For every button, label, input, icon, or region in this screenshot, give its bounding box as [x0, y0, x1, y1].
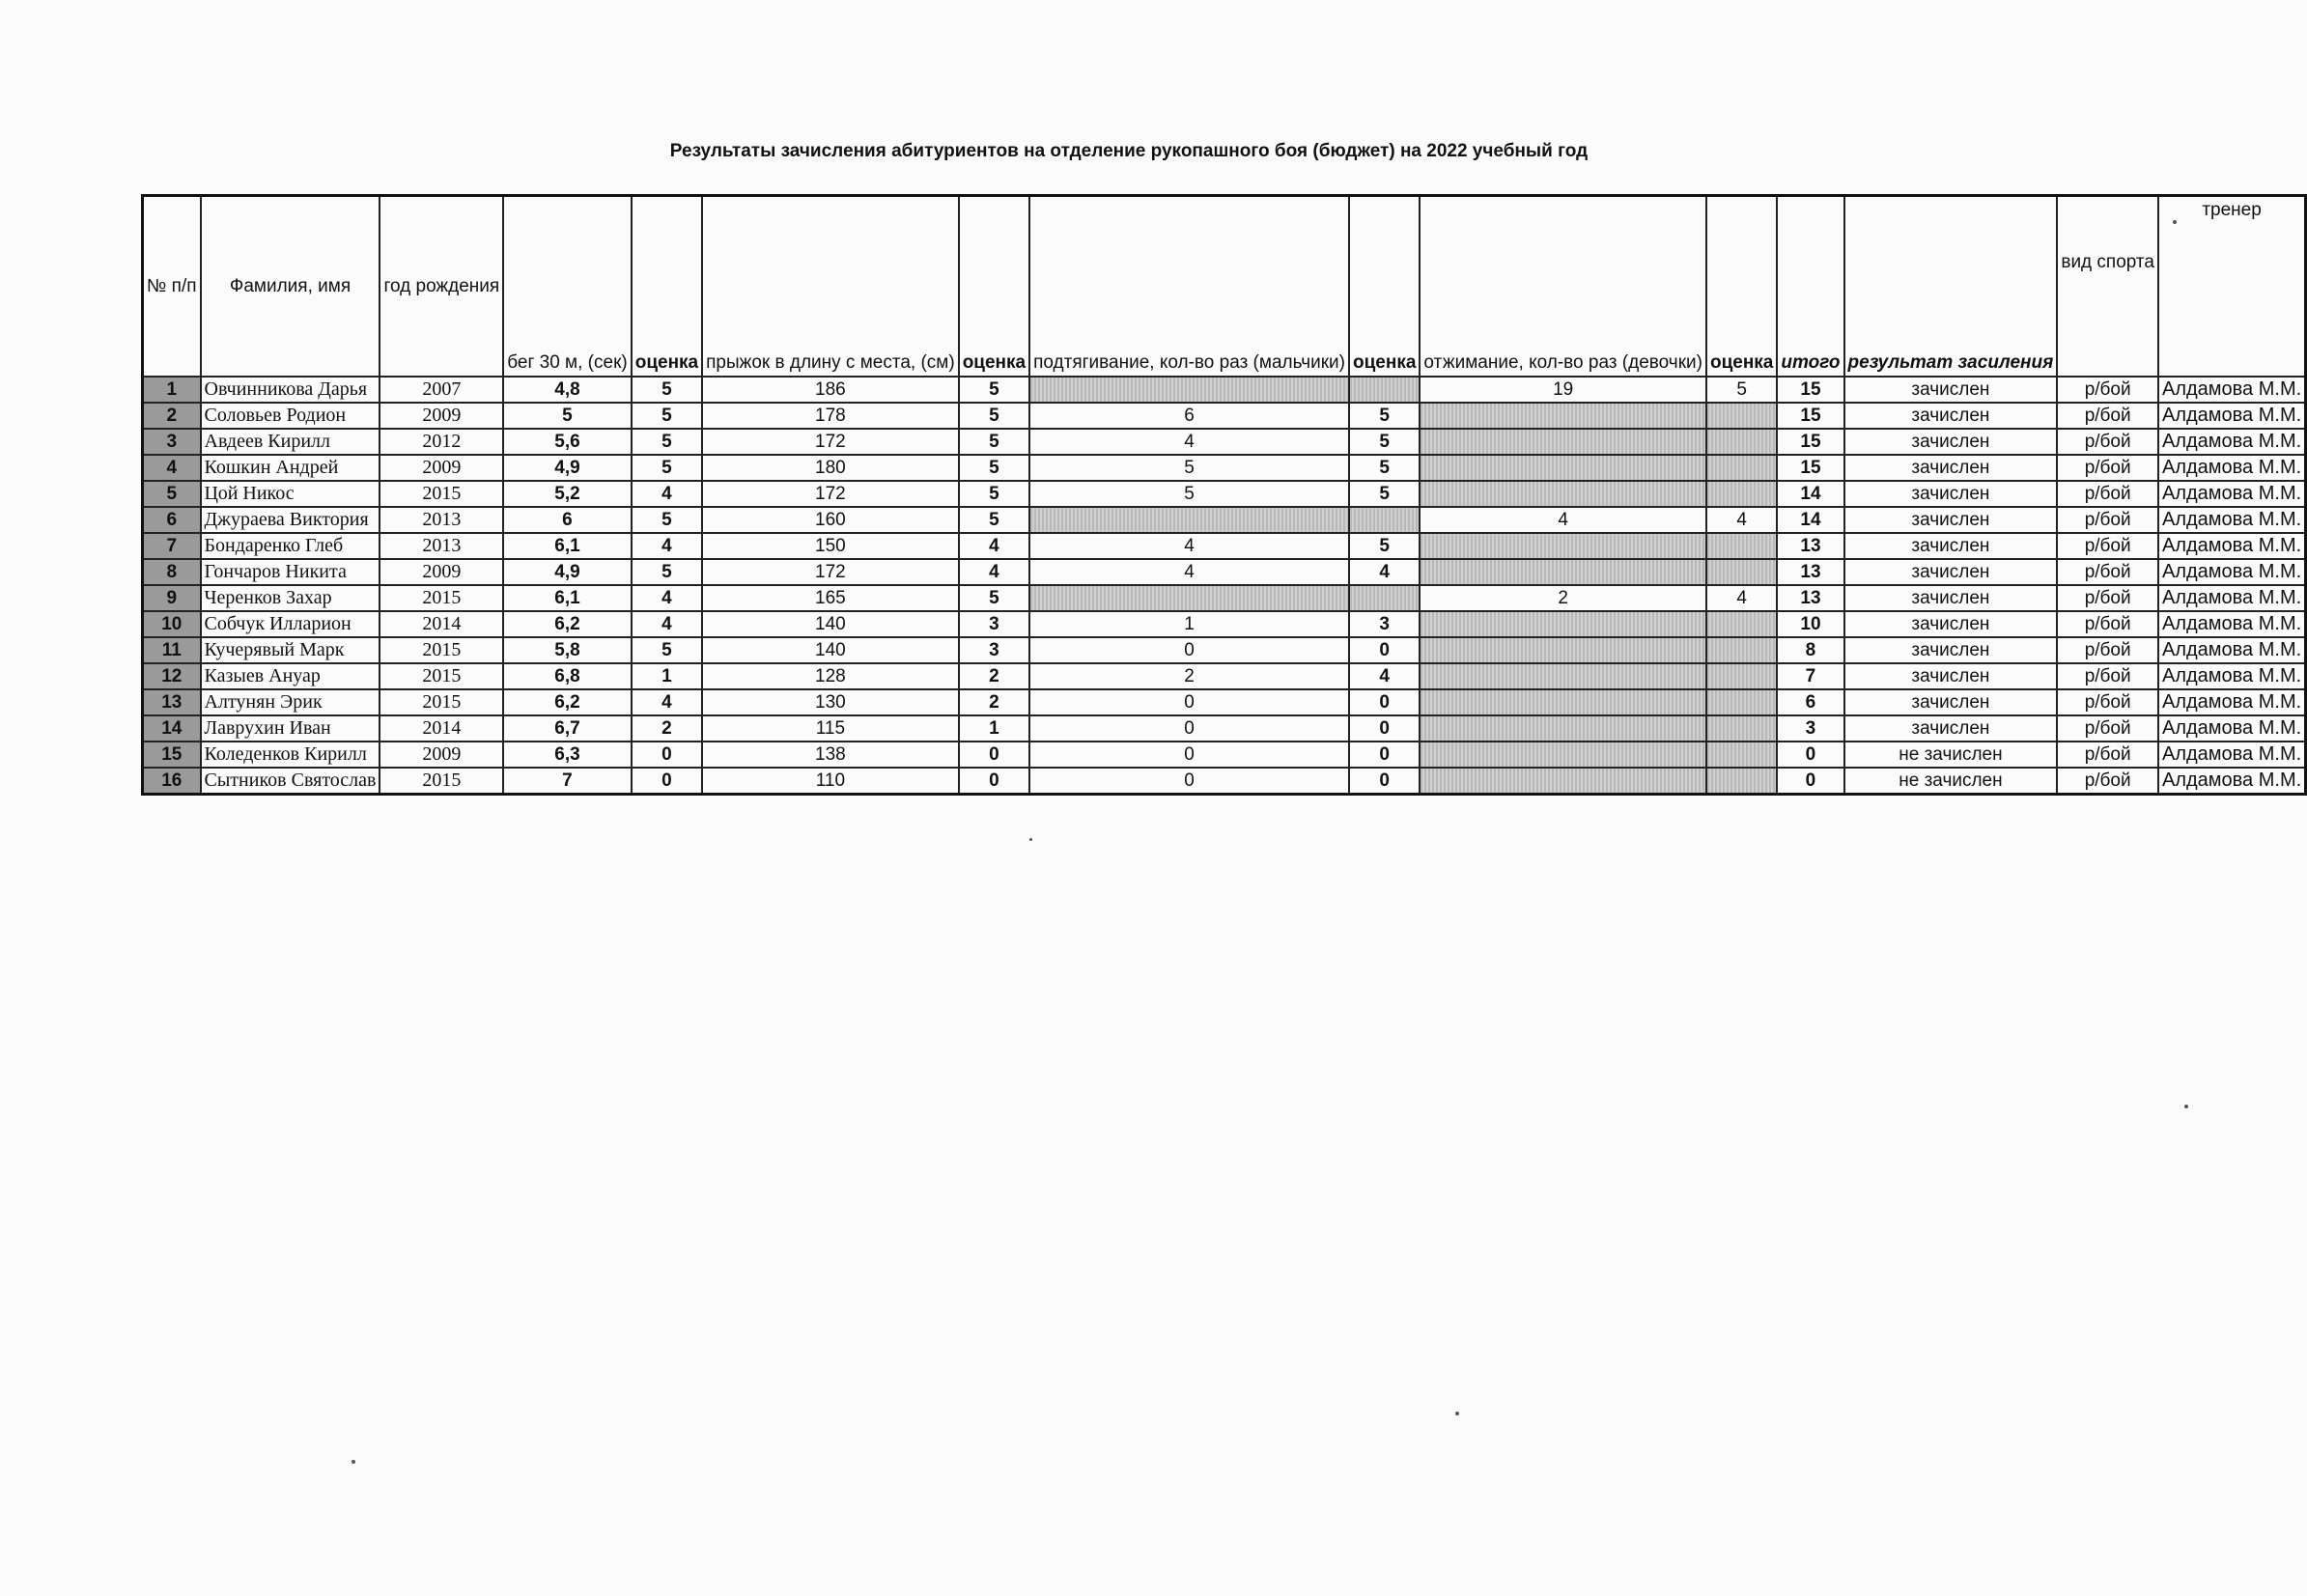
row-jump-grade: 2 — [959, 663, 1029, 689]
row-jump-grade: 5 — [959, 455, 1029, 481]
header-pushups-grade: оценка — [1706, 196, 1777, 378]
row-coach: Алдамова М.М. — [2158, 663, 2306, 689]
table-row — [143, 742, 2306, 768]
header-name: Фамилия, имя — [201, 196, 380, 378]
header-jump-grade: оценка — [959, 196, 1029, 378]
row-result: зачислен — [1844, 429, 2058, 455]
row-run-time: 6,8 — [503, 663, 632, 689]
row-pushups — [1420, 559, 1706, 585]
row-sport: р/бой — [2057, 715, 2158, 742]
row-jump-grade: 1 — [959, 715, 1029, 742]
row-total: 15 — [1777, 403, 1843, 429]
row-result: зачислен — [1844, 585, 2058, 611]
row-number: 7 — [143, 533, 201, 559]
row-pushups — [1420, 715, 1706, 742]
row-name: Кучерявый Марк — [201, 637, 380, 663]
table-row — [143, 533, 2306, 559]
row-pushups — [1420, 768, 1706, 795]
row-total: 6 — [1777, 689, 1843, 715]
row-sport: р/бой — [2057, 663, 2158, 689]
scan-speck — [1029, 838, 1032, 841]
row-name: Коледенков Кирилл — [201, 742, 380, 768]
row-jump-grade: 5 — [959, 403, 1029, 429]
row-pullups: 5 — [1029, 481, 1349, 507]
header-result: результат засиления — [1844, 196, 2058, 378]
row-birth-year: 2015 — [380, 689, 503, 715]
row-pushups — [1420, 663, 1706, 689]
row-result: зачислен — [1844, 533, 2058, 559]
row-name: Авдеев Кирилл — [201, 429, 380, 455]
table-row — [143, 507, 2306, 533]
row-jump-distance: 140 — [702, 637, 959, 663]
row-jump-grade: 5 — [959, 429, 1029, 455]
row-jump-grade: 3 — [959, 611, 1029, 637]
row-pullups: 0 — [1029, 715, 1349, 742]
row-name: Бондаренко Глеб — [201, 533, 380, 559]
header-run-grade: оценка — [632, 196, 702, 378]
document-title: Результаты зачисления абитуриентов на отделение рукопашного боя (бюджет) на 2022 учебный год — [669, 141, 1589, 161]
row-birth-year: 2015 — [380, 637, 503, 663]
row-pullups-grade: 0 — [1349, 768, 1420, 795]
row-run-grade: 5 — [632, 403, 702, 429]
row-pullups-grade — [1349, 377, 1420, 403]
row-run-time: 6 — [503, 507, 632, 533]
row-run-time: 5,8 — [503, 637, 632, 663]
header-total: итого — [1777, 196, 1843, 378]
row-coach: Алдамова М.М. — [2158, 455, 2306, 481]
row-coach: Алдамова М.М. — [2158, 611, 2306, 637]
row-pullups: 2 — [1029, 663, 1349, 689]
row-birth-year: 2009 — [380, 403, 503, 429]
row-total: 13 — [1777, 559, 1843, 585]
row-coach: Алдамова М.М. — [2158, 689, 2306, 715]
row-run-grade: 5 — [632, 559, 702, 585]
row-total: 15 — [1777, 429, 1843, 455]
row-pullups: 1 — [1029, 611, 1349, 637]
row-pushups-grade — [1706, 429, 1777, 455]
row-pushups-grade — [1706, 742, 1777, 768]
row-pushups-grade — [1706, 637, 1777, 663]
row-total: 3 — [1777, 715, 1843, 742]
row-number: 15 — [143, 742, 201, 768]
row-coach: Алдамова М.М. — [2158, 403, 2306, 429]
row-jump-distance: 172 — [702, 481, 959, 507]
row-pushups-grade — [1706, 768, 1777, 795]
row-run-grade: 4 — [632, 481, 702, 507]
row-sport: р/бой — [2057, 768, 2158, 795]
row-pullups-grade: 0 — [1349, 637, 1420, 663]
row-pushups-grade — [1706, 715, 1777, 742]
row-jump-grade: 3 — [959, 637, 1029, 663]
row-pullups: 5 — [1029, 455, 1349, 481]
row-coach: Алдамова М.М. — [2158, 742, 2306, 768]
row-result: зачислен — [1844, 559, 2058, 585]
row-result: зачислен — [1844, 507, 2058, 533]
row-run-time: 7 — [503, 768, 632, 795]
row-run-grade: 5 — [632, 455, 702, 481]
row-pullups — [1029, 377, 1349, 403]
row-birth-year: 2013 — [380, 507, 503, 533]
row-pullups-grade: 3 — [1349, 611, 1420, 637]
row-pullups: 4 — [1029, 533, 1349, 559]
row-result: не зачислен — [1844, 768, 2058, 795]
row-number: 8 — [143, 559, 201, 585]
row-sport: р/бой — [2057, 455, 2158, 481]
row-coach: Алдамова М.М. — [2158, 585, 2306, 611]
row-run-grade: 4 — [632, 533, 702, 559]
row-pullups: 4 — [1029, 429, 1349, 455]
row-birth-year: 2015 — [380, 768, 503, 795]
row-run-time: 4,8 — [503, 377, 632, 403]
row-jump-grade: 0 — [959, 742, 1029, 768]
row-jump-grade: 0 — [959, 768, 1029, 795]
row-pullups: 0 — [1029, 742, 1349, 768]
row-coach: Алдамова М.М. — [2158, 507, 2306, 533]
row-number: 4 — [143, 455, 201, 481]
row-total: 10 — [1777, 611, 1843, 637]
header-jump: прыжок в длину с места, (см) — [702, 196, 959, 378]
header-pullups-grade: оценка — [1349, 196, 1420, 378]
row-sport: р/бой — [2057, 637, 2158, 663]
row-sport: р/бой — [2057, 403, 2158, 429]
row-pullups: 0 — [1029, 768, 1349, 795]
row-birth-year: 2009 — [380, 559, 503, 585]
row-jump-distance: 150 — [702, 533, 959, 559]
row-pullups: 0 — [1029, 689, 1349, 715]
row-sport: р/бой — [2057, 585, 2158, 611]
row-pullups: 6 — [1029, 403, 1349, 429]
row-jump-distance: 140 — [702, 611, 959, 637]
row-pullups-grade: 0 — [1349, 715, 1420, 742]
row-number: 16 — [143, 768, 201, 795]
row-pushups-grade: 5 — [1706, 377, 1777, 403]
row-pullups: 4 — [1029, 559, 1349, 585]
row-pullups-grade: 5 — [1349, 403, 1420, 429]
row-pushups — [1420, 403, 1706, 429]
header-pullups: подтягивание, кол-во раз (мальчики) — [1029, 196, 1349, 378]
row-jump-distance: 180 — [702, 455, 959, 481]
row-run-grade: 2 — [632, 715, 702, 742]
row-jump-grade: 4 — [959, 559, 1029, 585]
row-pullups-grade: 5 — [1349, 481, 1420, 507]
row-total: 13 — [1777, 585, 1843, 611]
row-jump-distance: 172 — [702, 559, 959, 585]
row-jump-distance: 128 — [702, 663, 959, 689]
row-name: Кошкин Андрей — [201, 455, 380, 481]
row-total: 15 — [1777, 377, 1843, 403]
table-row — [143, 377, 2306, 403]
row-jump-distance: 138 — [702, 742, 959, 768]
header-sport: вид спорта — [2057, 196, 2158, 378]
row-pushups-grade — [1706, 533, 1777, 559]
row-name: Собчук Илларион — [201, 611, 380, 637]
row-pushups — [1420, 533, 1706, 559]
header-row — [143, 196, 2306, 378]
row-run-grade: 0 — [632, 742, 702, 768]
row-number: 3 — [143, 429, 201, 455]
row-number: 2 — [143, 403, 201, 429]
row-result: зачислен — [1844, 689, 2058, 715]
row-total: 0 — [1777, 742, 1843, 768]
row-jump-distance: 172 — [702, 429, 959, 455]
row-name: Гончаров Никита — [201, 559, 380, 585]
row-pullups-grade: 5 — [1349, 533, 1420, 559]
row-run-grade: 5 — [632, 377, 702, 403]
header-pushups: отжимание, кол-во раз (девочки) — [1420, 196, 1706, 378]
row-pullups-grade: 0 — [1349, 742, 1420, 768]
table-row — [143, 768, 2306, 795]
results-table — [141, 194, 2307, 796]
header-birth: год рождения — [380, 196, 503, 378]
row-result: зачислен — [1844, 481, 2058, 507]
row-number: 9 — [143, 585, 201, 611]
row-pushups-grade — [1706, 455, 1777, 481]
table-row — [143, 689, 2306, 715]
row-result: зачислен — [1844, 611, 2058, 637]
row-jump-grade: 5 — [959, 481, 1029, 507]
row-number: 11 — [143, 637, 201, 663]
row-pullups-grade: 5 — [1349, 429, 1420, 455]
row-jump-grade: 5 — [959, 377, 1029, 403]
table-row — [143, 585, 2306, 611]
table-row — [143, 663, 2306, 689]
row-pushups — [1420, 481, 1706, 507]
row-total: 7 — [1777, 663, 1843, 689]
row-pushups-grade — [1706, 689, 1777, 715]
row-jump-distance: 160 — [702, 507, 959, 533]
row-number: 6 — [143, 507, 201, 533]
row-birth-year: 2009 — [380, 742, 503, 768]
row-result: зачислен — [1844, 455, 2058, 481]
header-run: бег 30 м, (сек) — [503, 196, 632, 378]
row-pullups-grade — [1349, 507, 1420, 533]
row-pushups: 2 — [1420, 585, 1706, 611]
row-jump-distance: 186 — [702, 377, 959, 403]
row-pullups-grade: 0 — [1349, 689, 1420, 715]
scan-speck — [352, 1460, 355, 1464]
row-pushups: 4 — [1420, 507, 1706, 533]
row-sport: р/бой — [2057, 377, 2158, 403]
row-run-time: 5 — [503, 403, 632, 429]
row-name: Черенков Захар — [201, 585, 380, 611]
row-run-grade: 4 — [632, 611, 702, 637]
row-pushups-grade: 4 — [1706, 585, 1777, 611]
header-coach: тренер — [2158, 196, 2306, 378]
row-coach: Алдамова М.М. — [2158, 637, 2306, 663]
row-result: зачислен — [1844, 715, 2058, 742]
row-number: 14 — [143, 715, 201, 742]
row-result: не зачислен — [1844, 742, 2058, 768]
row-result: зачислен — [1844, 637, 2058, 663]
row-pushups: 19 — [1420, 377, 1706, 403]
row-jump-grade: 5 — [959, 507, 1029, 533]
row-jump-distance: 110 — [702, 768, 959, 795]
row-result: зачислен — [1844, 663, 2058, 689]
row-pushups-grade — [1706, 559, 1777, 585]
row-run-time: 6,2 — [503, 611, 632, 637]
row-coach: Алдамова М.М. — [2158, 559, 2306, 585]
row-pushups-grade — [1706, 663, 1777, 689]
row-coach: Алдамова М.М. — [2158, 533, 2306, 559]
row-birth-year: 2014 — [380, 611, 503, 637]
row-run-time: 6,1 — [503, 533, 632, 559]
row-coach: Алдамова М.М. — [2158, 377, 2306, 403]
row-birth-year: 2014 — [380, 715, 503, 742]
row-run-time: 5,6 — [503, 429, 632, 455]
row-run-time: 5,2 — [503, 481, 632, 507]
row-result: зачислен — [1844, 403, 2058, 429]
row-run-grade: 1 — [632, 663, 702, 689]
table-row — [143, 559, 2306, 585]
row-name: Алтунян Эрик — [201, 689, 380, 715]
row-total: 14 — [1777, 507, 1843, 533]
row-run-time: 6,1 — [503, 585, 632, 611]
row-sport: р/бой — [2057, 559, 2158, 585]
scan-speck — [1455, 1412, 1459, 1415]
row-total: 13 — [1777, 533, 1843, 559]
table-row — [143, 611, 2306, 637]
row-pushups — [1420, 637, 1706, 663]
row-coach: Алдамова М.М. — [2158, 715, 2306, 742]
row-coach: Алдамова М.М. — [2158, 768, 2306, 795]
row-jump-distance: 165 — [702, 585, 959, 611]
scan-speck — [2184, 1105, 2188, 1108]
row-jump-distance: 130 — [702, 689, 959, 715]
table-row — [143, 637, 2306, 663]
results-body — [143, 377, 2306, 795]
row-name: Сытников Святослав — [201, 768, 380, 795]
row-number: 5 — [143, 481, 201, 507]
row-number: 10 — [143, 611, 201, 637]
row-run-grade: 5 — [632, 507, 702, 533]
row-number: 1 — [143, 377, 201, 403]
row-pushups-grade — [1706, 611, 1777, 637]
row-run-grade: 5 — [632, 637, 702, 663]
row-pullups-grade: 5 — [1349, 455, 1420, 481]
row-pushups-grade: 4 — [1706, 507, 1777, 533]
row-name: Соловьев Родион — [201, 403, 380, 429]
row-pushups — [1420, 611, 1706, 637]
row-pullups: 0 — [1029, 637, 1349, 663]
row-total: 15 — [1777, 455, 1843, 481]
row-pullups-grade: 4 — [1349, 559, 1420, 585]
scan-speck — [2173, 220, 2177, 224]
row-run-time: 6,2 — [503, 689, 632, 715]
row-number: 12 — [143, 663, 201, 689]
row-name: Лаврухин Иван — [201, 715, 380, 742]
row-birth-year: 2009 — [380, 455, 503, 481]
row-name: Казыев Ануар — [201, 663, 380, 689]
row-sport: р/бой — [2057, 742, 2158, 768]
row-name: Овчинникова Дарья — [201, 377, 380, 403]
row-total: 14 — [1777, 481, 1843, 507]
row-number: 13 — [143, 689, 201, 715]
table-row — [143, 403, 2306, 429]
row-jump-grade: 4 — [959, 533, 1029, 559]
row-jump-grade: 5 — [959, 585, 1029, 611]
table-row — [143, 455, 2306, 481]
row-run-grade: 5 — [632, 429, 702, 455]
row-pullups — [1029, 507, 1349, 533]
table-row — [143, 481, 2306, 507]
row-sport: р/бой — [2057, 689, 2158, 715]
row-pullups — [1029, 585, 1349, 611]
row-sport: р/бой — [2057, 507, 2158, 533]
row-pushups — [1420, 689, 1706, 715]
row-jump-grade: 2 — [959, 689, 1029, 715]
row-total: 0 — [1777, 768, 1843, 795]
row-coach: Алдамова М.М. — [2158, 429, 2306, 455]
row-run-grade: 0 — [632, 768, 702, 795]
row-coach: Алдамова М.М. — [2158, 481, 2306, 507]
table-row — [143, 715, 2306, 742]
row-pushups — [1420, 429, 1706, 455]
row-total: 8 — [1777, 637, 1843, 663]
row-result: зачислен — [1844, 377, 2058, 403]
row-birth-year: 2013 — [380, 533, 503, 559]
row-birth-year: 2007 — [380, 377, 503, 403]
row-name: Джураева Виктория — [201, 507, 380, 533]
row-jump-distance: 178 — [702, 403, 959, 429]
row-run-grade: 4 — [632, 689, 702, 715]
row-birth-year: 2015 — [380, 481, 503, 507]
row-jump-distance: 115 — [702, 715, 959, 742]
table-row — [143, 429, 2306, 455]
row-run-time: 4,9 — [503, 559, 632, 585]
row-birth-year: 2012 — [380, 429, 503, 455]
row-pushups-grade — [1706, 481, 1777, 507]
row-sport: р/бой — [2057, 429, 2158, 455]
row-pushups-grade — [1706, 403, 1777, 429]
header-num: № п/п — [143, 196, 201, 378]
row-sport: р/бой — [2057, 533, 2158, 559]
row-sport: р/бой — [2057, 481, 2158, 507]
row-pullups-grade — [1349, 585, 1420, 611]
row-name: Цой Никос — [201, 481, 380, 507]
row-pullups-grade: 4 — [1349, 663, 1420, 689]
row-pushups — [1420, 742, 1706, 768]
row-sport: р/бой — [2057, 611, 2158, 637]
row-run-time: 6,3 — [503, 742, 632, 768]
row-birth-year: 2015 — [380, 663, 503, 689]
row-run-time: 4,9 — [503, 455, 632, 481]
row-run-time: 6,7 — [503, 715, 632, 742]
row-run-grade: 4 — [632, 585, 702, 611]
row-pushups — [1420, 455, 1706, 481]
row-birth-year: 2015 — [380, 585, 503, 611]
